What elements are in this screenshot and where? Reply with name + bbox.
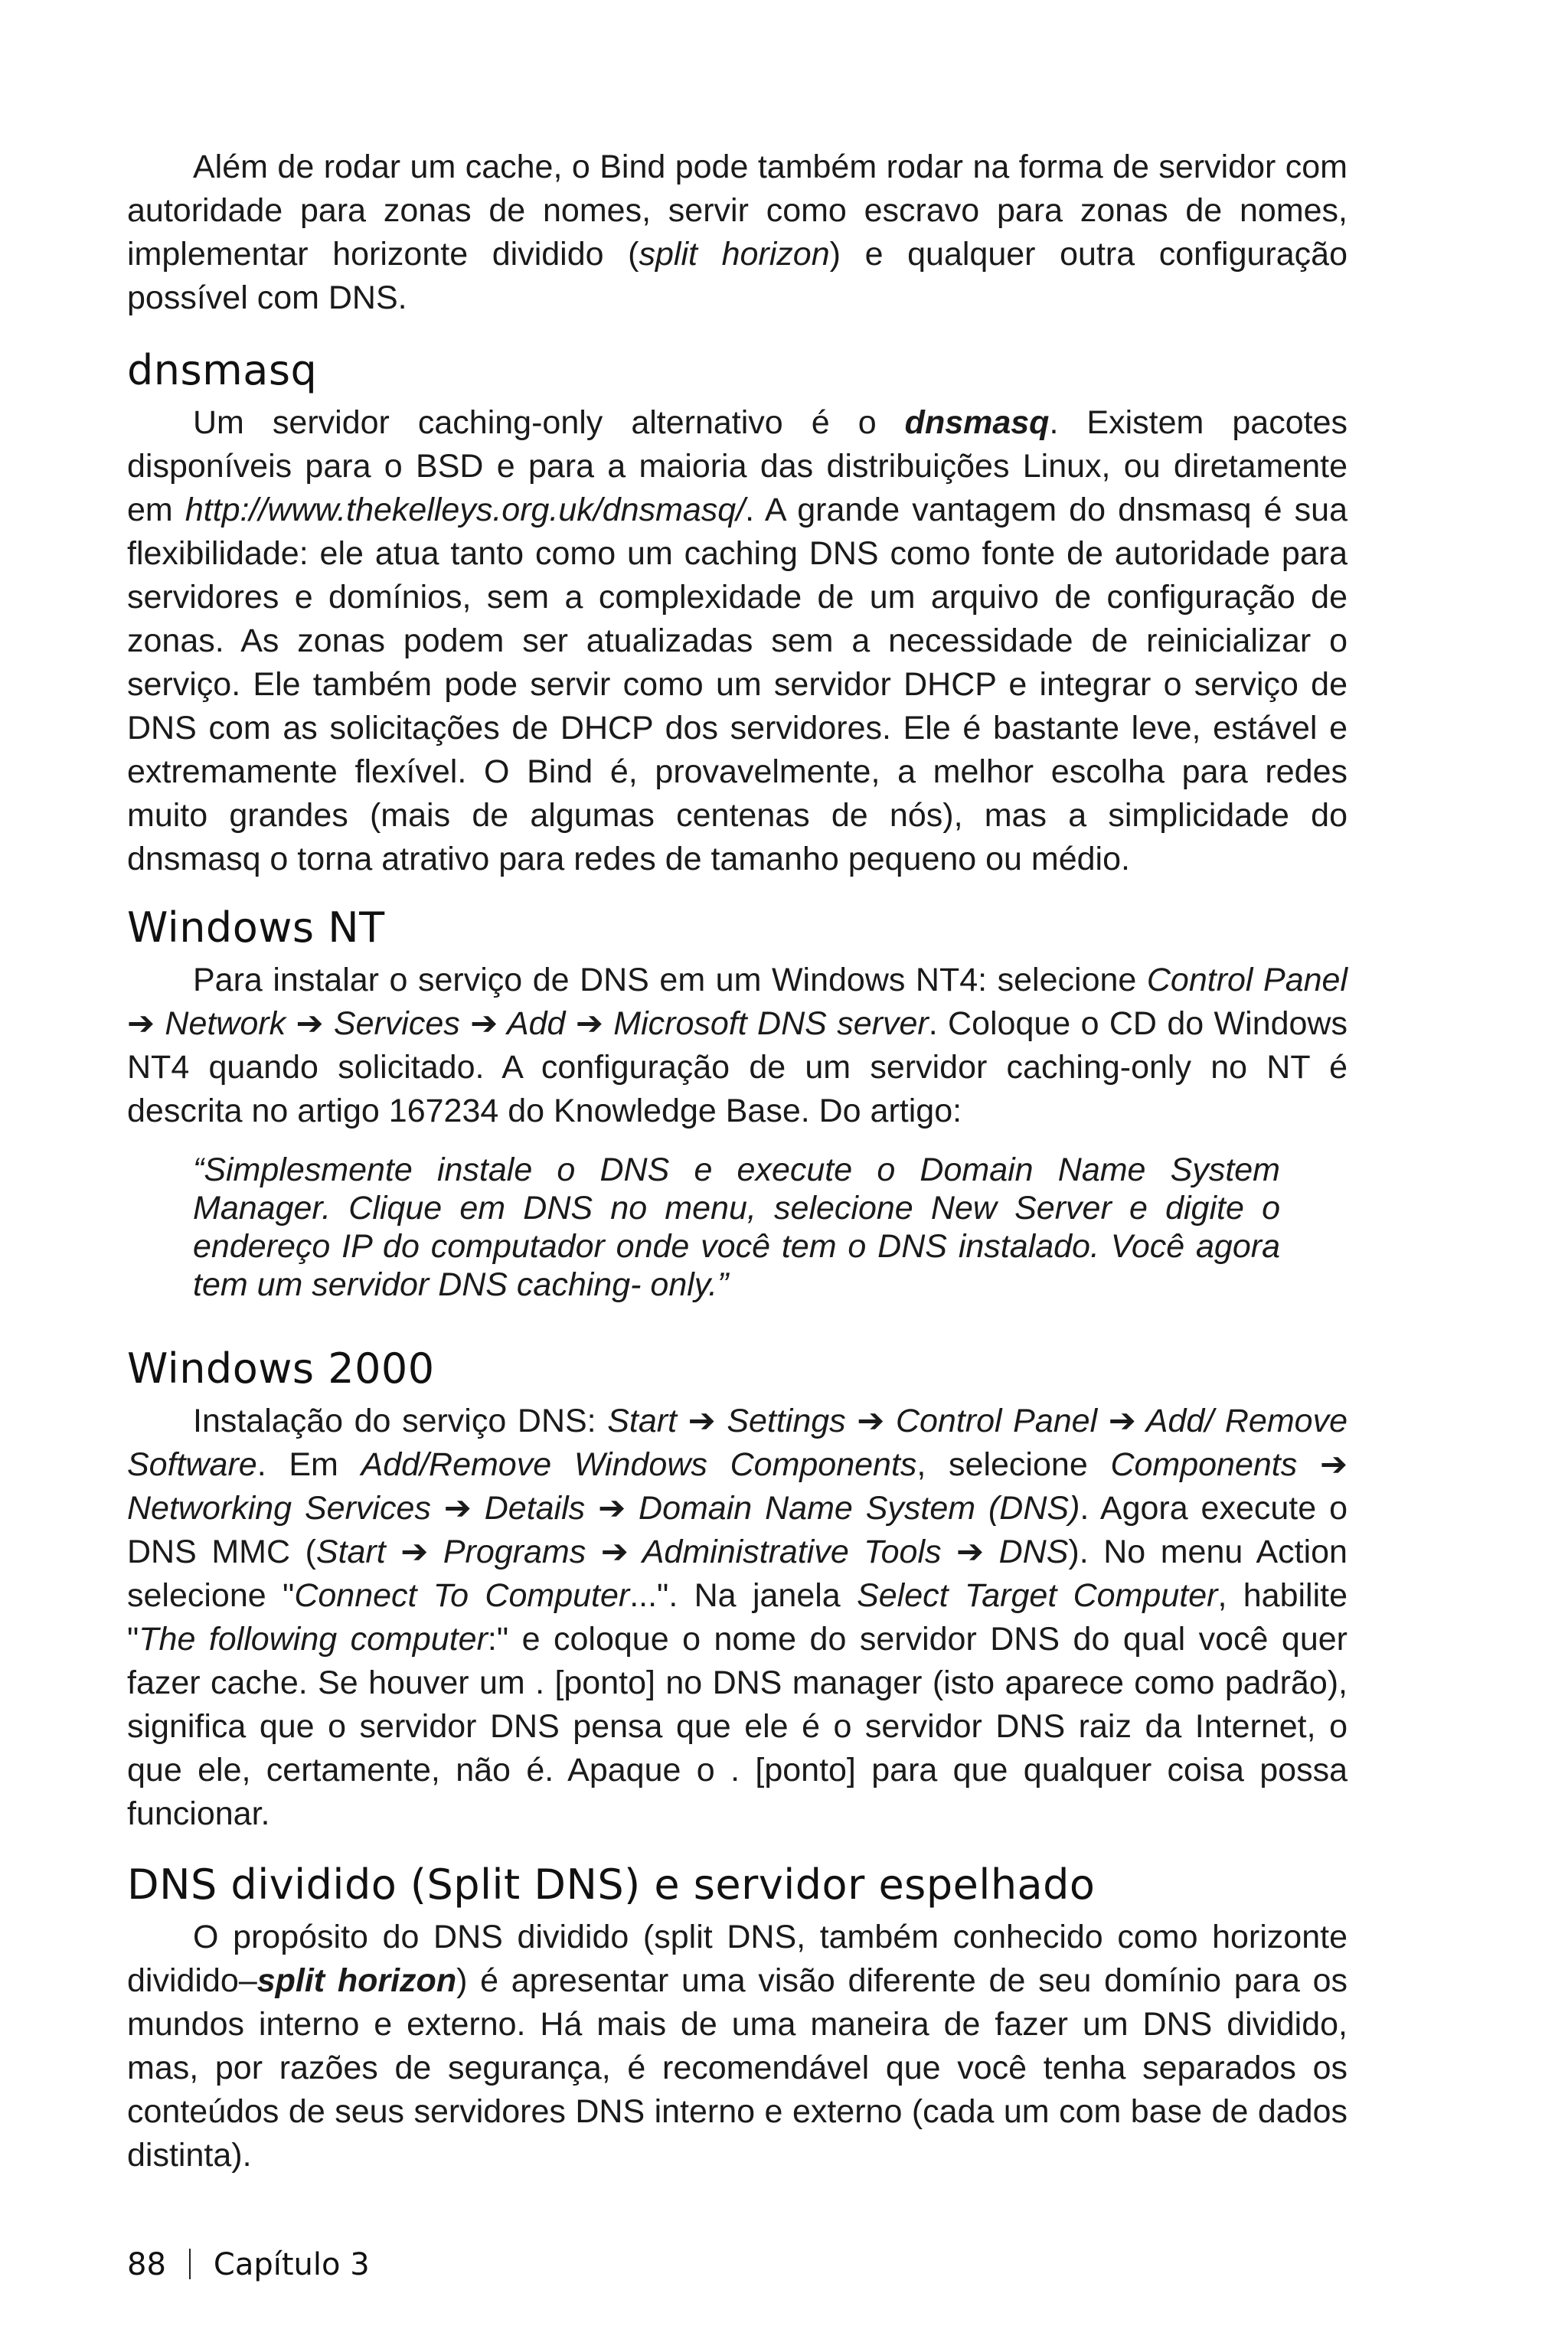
- block-quote: “Simplesmente instale o DNS e execute o Domain Name System Manager. Clique em DNS no menu, selecione New Server e digite o endereço IP do computador onde você tem o DNS instalado. Você agora tem um servidor DNS caching- only.”: [193, 1152, 1280, 1303]
- chapter-label: Capítulo 3: [213, 2247, 370, 2282]
- menu-path: Start ➔ Settings ➔ Control Panel ➔ Add/ Remove Software: [127, 1403, 1348, 1483]
- windows-2000-section: [127, 1341, 1348, 1836]
- page-number: 88: [127, 2247, 166, 2282]
- section-heading: Windows 2000: [127, 1344, 435, 1393]
- emphasis: dnsmasq: [904, 404, 1050, 441]
- footer-divider: [189, 2249, 191, 2279]
- split-dns-section: [127, 1857, 1348, 2177]
- windows-nt-paragraph: Para instalar o serviço de DNS em um Windows NT4: selecione Control Panel ➔ Network ➔ Services ➔ Add ➔ Microsoft DNS server. Coloque o CD do Windows NT4 quando solicitado. A configuração de um servidor caching-only no NT é descrita no artigo 167234 do Knowledge Base. Do artigo:: [127, 962, 1348, 1129]
- emphasis: split horizon: [256, 1962, 457, 1999]
- menu-path: Select Target Computer: [857, 1577, 1218, 1614]
- intro-paragraph: Além de rodar um cache, o Bind pode também rodar na forma de servidor com autoridade para zonas de nomes, servir como escravo para zonas de nomes, implementar horizonte dividido (split horizon) e qualquer outra configuração possível com DNS.: [127, 149, 1348, 316]
- page-footer: [127, 2246, 370, 2283]
- menu-path: The following computer: [139, 1621, 488, 1658]
- section-heading: Windows NT: [127, 903, 385, 952]
- intro-section: [127, 145, 1348, 320]
- url-text: http://www.thekelleys.org.uk/dnsmasq/: [185, 492, 746, 528]
- windows-nt-section: [127, 900, 1348, 1303]
- windows-2000-paragraph: Instalação do serviço DNS: Start ➔ Settings ➔ Control Panel ➔ Add/ Remove Software. Em Add/Remove Windows Components, selecione Components ➔ Networking Services ➔ Details ➔ Domain Name System (DNS). Agora execute o DNS MMC (Start ➔ Programs ➔ Administrative Tools ➔ DNS). No menu Action selecione "Connect To Computer...". Na janela Select Target Computer, habilite "The following computer:" e coloque o nome do servidor DNS do qual você quer fazer cache. Se houver um . [ponto] no DNS manager (isto aparece como padrão), significa que o servidor DNS pensa que ele é o servidor DNS raiz da Internet, o que ele, certamente, não é. Apaque o . [ponto] para que qualquer coisa possa funcionar.: [127, 1403, 1348, 1832]
- split-dns-paragraph: O propósito do DNS dividido (split DNS, também conhecido como horizonte dividido–split horizon) é apresentar uma visão diferente de seu domínio para os mundos interno e externo. Há mais de uma maneira de fazer um DNS dividido, mas, por razões de segurança, é recomendável que você tenha separados os conteúdos de seus servidores DNS interno e externo (cada um com base de dados distinta).: [127, 1919, 1348, 2174]
- menu-path: Add/Remove Windows Components: [361, 1446, 917, 1483]
- menu-path: Connect To Computer: [294, 1577, 630, 1614]
- section-heading: dnsmasq: [127, 346, 318, 394]
- emphasis: split horizon: [639, 236, 830, 273]
- dnsmasq-section: [127, 343, 1348, 881]
- menu-path: Control Panel ➔ Network ➔ Services ➔ Add ➔ Microsoft DNS server: [127, 962, 1348, 1042]
- section-heading: DNS dividido (Split DNS) e servidor espelhado: [127, 1860, 1096, 1909]
- menu-path: Start ➔ Programs ➔ Administrative Tools ➔ DNS: [315, 1534, 1069, 1570]
- dnsmasq-paragraph: Um servidor caching-only alternativo é o dnsmasq. Existem pacotes disponíveis para o BSD e para a maioria das distribuições Linux, ou diretamente em http://www.thekelleys.org.uk/dnsmasq/. A grande vantagem do dnsmasq é sua flexibilidade: ele atua tanto como um caching DNS como fonte de autoridade para servidores e domínios, sem a complexidade de um arquivo de configuração de zonas. As zonas podem ser atualizadas sem a necessidade de reinicializar o serviço. Ele também pode servir como um servidor DHCP e integrar o serviço de DNS com as solicitações de DHCP dos servidores. Ele é bastante leve, estável e extremamente flexível. O Bind é, provavelmente, a melhor escolha para redes muito grandes (mais de algumas centenas de nós), mas a simplicidade do dnsmasq o torna atrativo para redes de tamanho pequeno ou médio.: [127, 404, 1348, 877]
- menu-path: Components ➔ Networking Services ➔ Details ➔ Domain Name System (DNS): [127, 1446, 1348, 1527]
